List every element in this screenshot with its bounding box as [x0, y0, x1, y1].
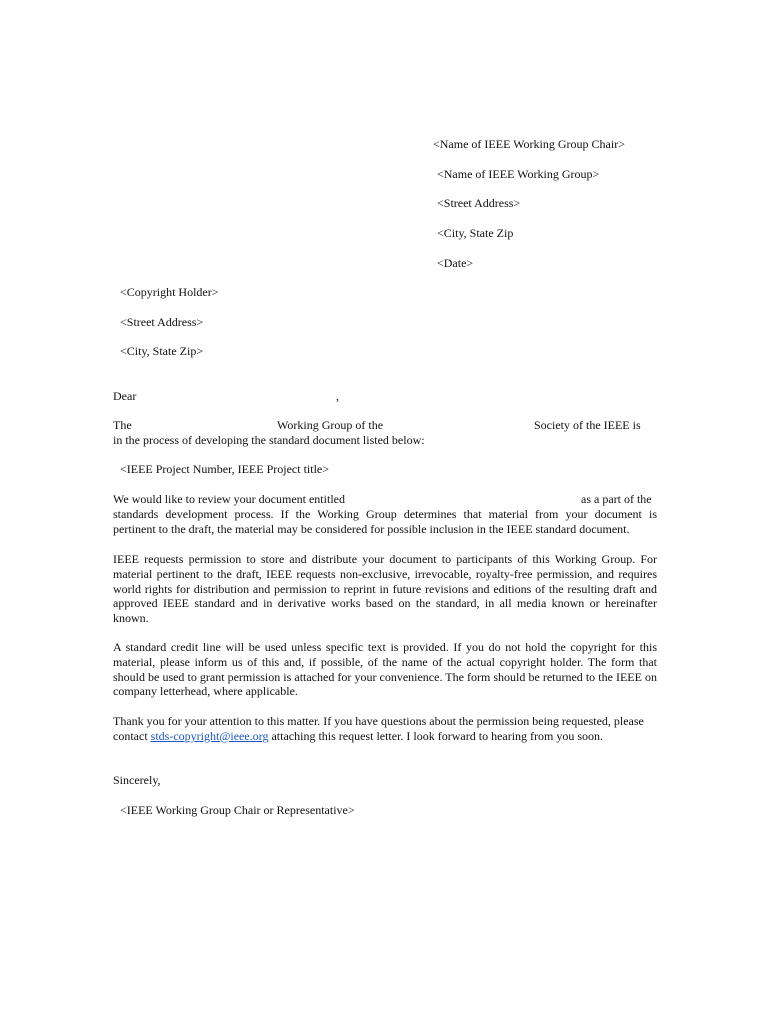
review-end: as a part of the — [581, 492, 652, 506]
signature-placeholder: <IEEE Working Group Chair or Representative> — [120, 803, 355, 817]
salutation-dear: Dear — [113, 389, 137, 403]
sender-city: <City, State Zip — [437, 226, 514, 240]
review-start: We would like to review your document entitled — [113, 492, 345, 506]
salutation-comma: , — [336, 389, 339, 403]
review-line-2: standards development process. If the Working Group determines that material from your document is — [113, 507, 657, 521]
letter-date: <Date> — [437, 256, 474, 270]
permission-paragraph: IEEE requests permission to store and distribute your document to participants of this Working Group. For material pertinent to the draft, IEEE requests non-exclusive, irrevocable, royalty-free permission, and requires world rights for distribution and permission to reprint in future revisions and editions of the resulting draft and approved IEEE standard and in derivative works based on the standard, in all media known or hereinafter known. — [113, 552, 657, 626]
copyright-email-link[interactable]: stds-copyright@ieee.org — [150, 728, 269, 743]
intro-society-of-ieee: Society of the IEEE is — [534, 418, 641, 432]
credit-paragraph: A standard credit line will be used unless specific text is provided. If you do not hold the copyright for this material, please inform us of this and, if possible, of the name of the actual copyright holder. The form that should be used to grant permission is attached for your convenience. The form should be returned to the IEEE on company letterhead, where applicable. — [113, 640, 657, 699]
recipient-city: <City, State Zip> — [120, 344, 204, 358]
review-line-3: pertinent to the draft, the material may be considered for possible inclusion in the IEEE standard document. — [113, 522, 630, 536]
intro-working-group-of-the: Working Group of the — [277, 418, 384, 432]
sender-chair-name: <Name of IEEE Working Group Chair> — [433, 137, 625, 151]
sender-street: <Street Address> — [437, 196, 521, 210]
thanks-text-after: attaching this request letter. I look forward to hearing from you soon. — [268, 728, 604, 743]
recipient-street: <Street Address> — [120, 315, 204, 329]
project-line: <IEEE Project Number, IEEE Project title> — [120, 462, 329, 476]
intro-the: The — [113, 418, 132, 432]
sender-group-name: <Name of IEEE Working Group> — [437, 167, 600, 181]
recipient-holder: <Copyright Holder> — [120, 285, 219, 299]
thanks-paragraph — [113, 714, 657, 744]
thanks-text-before: Thank you for your attention to this matter. If you have questions about the permission being requested, please contact — [113, 714, 644, 743]
intro-line-2: in the process of developing the standard document listed below: — [113, 433, 425, 447]
closing: Sincerely, — [113, 773, 161, 787]
